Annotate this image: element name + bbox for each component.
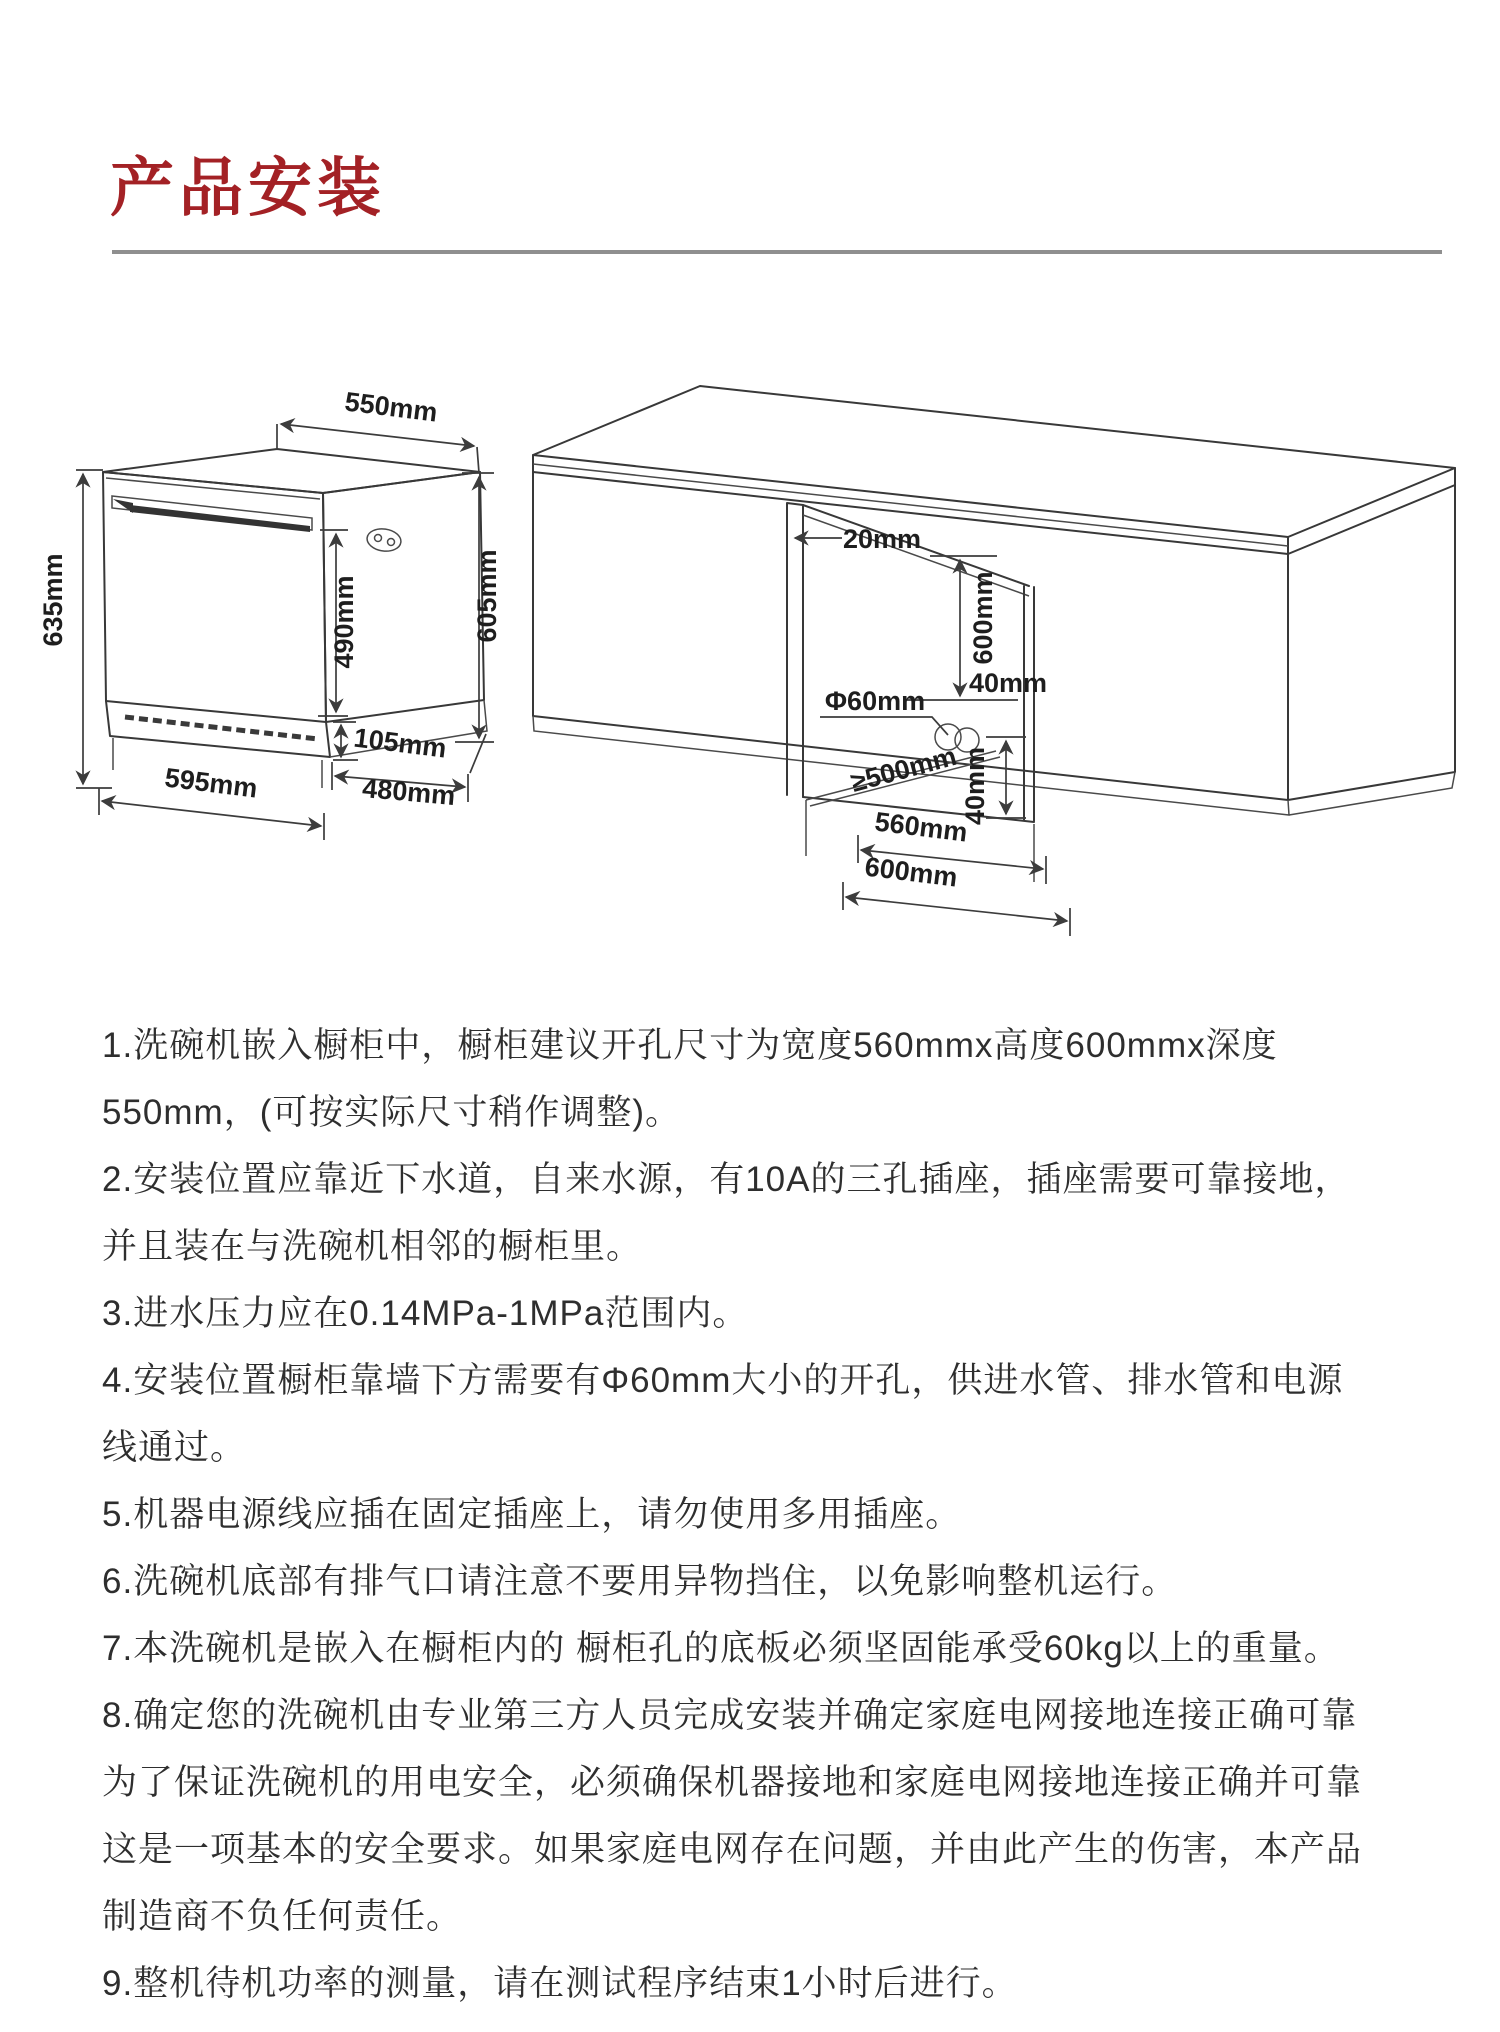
dishwasher-base xyxy=(106,701,330,757)
dim-40top-label: 40mm xyxy=(968,668,1048,698)
dishwasher-handle-bar xyxy=(130,505,310,532)
dishwasher-top-face xyxy=(103,449,480,493)
dim-40b-label: 40mm xyxy=(960,746,990,826)
dishwasher-handle-wedge xyxy=(113,499,133,513)
instruction-line: 制造商不负任何责任。 xyxy=(102,1897,463,1936)
dim-550-label: 550mm xyxy=(343,386,440,428)
instruction-line: 7.本洗碗机是嵌入在橱柜内的 橱柜孔的底板必须坚固能承受60kg以上的重量。 xyxy=(102,1629,1340,1668)
instruction-line: 为了保证洗碗机的用电安全，必须确保机器接地和家庭电网接地连接正确并可靠 xyxy=(102,1763,1363,1802)
dim-595-line xyxy=(102,801,321,826)
dishwasher-drawing xyxy=(38,387,502,840)
page-title: 产品安装 xyxy=(110,152,386,224)
instruction-line: 550mm，(可按实际尺寸稍作调整)。 xyxy=(102,1093,682,1132)
instruction-line: 8.确定您的洗碗机由专业第三方人员完成安装并确定家庭电网接地连接正确可靠 xyxy=(102,1696,1358,1735)
instruction-line: 线通过。 xyxy=(102,1428,247,1467)
cabinet-top-right-edge xyxy=(1288,468,1455,554)
instruction-line: 并且装在与洗碗机相邻的橱柜里。 xyxy=(102,1227,643,1266)
dim-490-label: 490mm xyxy=(329,575,359,669)
instruction-line: 6.洗碗机底部有排气口请注意不要用异物挡住，以免影响整机运行。 xyxy=(102,1562,1178,1601)
dim-480-label: 480mm xyxy=(361,773,457,812)
title-divider xyxy=(112,250,1442,254)
cabinet-drawing xyxy=(533,386,1455,936)
hole-leader-line xyxy=(820,717,948,735)
dim-595-label: 595mm xyxy=(163,762,260,804)
instructions xyxy=(102,1012,1362,2017)
dim-550-line xyxy=(281,424,474,446)
installation-diagram xyxy=(0,280,1500,940)
dim-500-label: ≥500mm xyxy=(847,740,960,798)
dishwasher-vent-strip xyxy=(125,717,318,739)
dim-hole-label: Φ60mm xyxy=(824,686,926,716)
dim-605-label: 605mm xyxy=(472,549,502,643)
power-button-icon xyxy=(366,527,403,554)
instruction-line: 3.进水压力应在0.14MPa-1MPa范围内。 xyxy=(102,1294,749,1333)
instruction-line: 9.整机待机功率的测量，请在测试程序结束1小时后进行。 xyxy=(102,1964,1018,2003)
dim-560-label: 560mm xyxy=(873,806,970,848)
instruction-line: 2.安装位置应靠近下水道，自来水源，有10A的三孔插座，插座需要可靠接地， xyxy=(102,1160,1351,1199)
dim-550-extensions xyxy=(277,424,479,473)
dim-105-label: 105mm xyxy=(352,722,449,764)
instruction-line: 5.机器电源线应插在固定插座上，请勿使用多用插座。 xyxy=(102,1495,962,1534)
instruction-line: 4.安装位置橱柜靠墙下方需要有Φ60mm大小的开孔，供进水管、排水管和电源 xyxy=(102,1361,1344,1400)
cabinet-divider-panel xyxy=(787,503,803,797)
dishwasher-top-lip xyxy=(106,478,320,499)
instruction-line: 1.洗碗机嵌入橱柜中，橱柜建议开孔尺寸为宽度560mmx高度600mmx深度 xyxy=(102,1026,1278,1065)
dim-635-label: 635mm xyxy=(38,553,68,647)
instruction-line: 这是一项基本的安全要求。如果家庭电网存在问题，并由此产生的伤害，本产品 xyxy=(102,1830,1363,1869)
dim-600h-label: 600mm xyxy=(968,571,998,665)
dim-635-ticks xyxy=(76,470,112,788)
dim-600b-label: 600mm xyxy=(863,851,960,893)
dim-20-label: 20mm xyxy=(842,524,922,554)
dim-600b-line xyxy=(846,897,1067,921)
cabinet-side-face xyxy=(1288,485,1455,800)
cabinet-front-face xyxy=(533,472,1288,800)
